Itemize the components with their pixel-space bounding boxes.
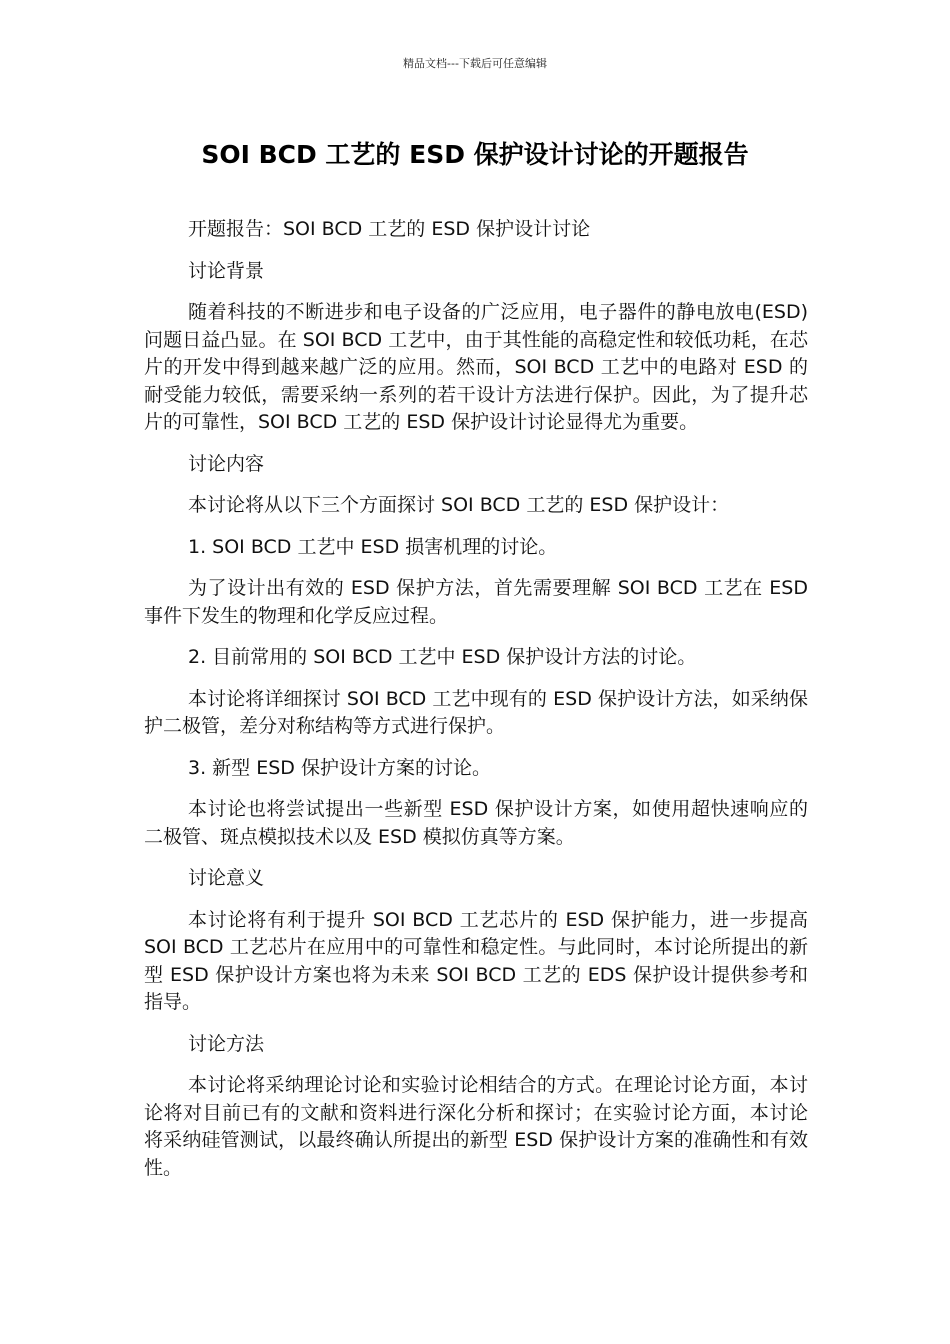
paragraph-item-1-detail: 为了设计出有效的 ESD 保护方法，首先需要理解 SOI BCD 工艺在 ESD 事件下发生的物理和化学反应过程。 — [144, 577, 808, 627]
list-item-2: 2. 目前常用的 SOI BCD 工艺中 ESD 保护设计方法的讨论。 — [188, 646, 697, 668]
document-body — [144, 216, 808, 1196]
section-heading-background: 讨论背景 — [188, 259, 265, 282]
report-subtitle: 开题报告：SOI BCD 工艺的 ESD 保护设计讨论 — [188, 218, 591, 240]
list-item-3: 3. 新型 ESD 保护设计方案的讨论。 — [188, 756, 491, 779]
paragraph-content-intro: 本讨论将从以下三个方面探讨 SOI BCD 工艺的 ESD 保护设计： — [188, 494, 730, 516]
section-heading-significance: 讨论意义 — [188, 867, 265, 889]
paragraph-item-2-detail: 本讨论将详细探讨 SOI BCD 工艺中现有的 ESD 保护设计方法，如采纳保护二极管，差分对称结构等方式进行保护。 — [144, 687, 808, 737]
document-title: SOI BCD 工艺的 ESD 保护设计讨论的开题报告 — [201, 140, 749, 169]
paragraph-method: 本讨论将采纳理论讨论和实验讨论相结合的方式。在理论讨论方面，本讨论将对目前已有的文献和资料进行深化分析和探讨；在实验讨论方面，本讨论将采纳硅管测试，以最终确认所提出的新型 ESD 保护设计方案的准确性和有效性。 — [144, 1074, 808, 1179]
section-heading-content: 讨论内容 — [188, 452, 265, 475]
paragraph-background: 随着科技的不断进步和电子设备的广泛应用，电子器件的静电放电(ESD)问题日益凸显。在 SOI BCD 工艺中，由于其性能的高稳定性和较低功耗，在芯片的开发中得到越来越广泛的应用。然而，SOI BCD 工艺中的电路对 ESD 的耐受能力较低，需要采纳一系列的若干设计方法进行保护。因此，为了提升芯片的可靠性，SOI BCD 工艺的 ESD 保护设计讨论显得尤为重要。 — [144, 301, 808, 433]
list-item-1: 1. SOI BCD 工艺中 ESD 损害机理的讨论。 — [188, 535, 558, 558]
paragraph-significance: 本讨论将有利于提升 SOI BCD 工艺芯片的 ESD 保护能力，进一步提高 SOI BCD 工艺芯片在应用中的可靠性和稳定性。与此同时，本讨论所提出的新型 ESD 保护设计方案也将为未来 SOI BCD 工艺的 EDS 保护设计提供参考和指导。 — [144, 908, 808, 1013]
paragraph-item-3-detail: 本讨论也将尝试提出一些新型 ESD 保护设计方案，如使用超快速响应的二极管、斑点模拟技术以及 ESD 模拟仿真等方案。 — [144, 798, 808, 848]
section-heading-method: 讨论方法 — [188, 1032, 265, 1055]
page-header: 精品文档---下载后可任意编辑 — [403, 57, 547, 70]
